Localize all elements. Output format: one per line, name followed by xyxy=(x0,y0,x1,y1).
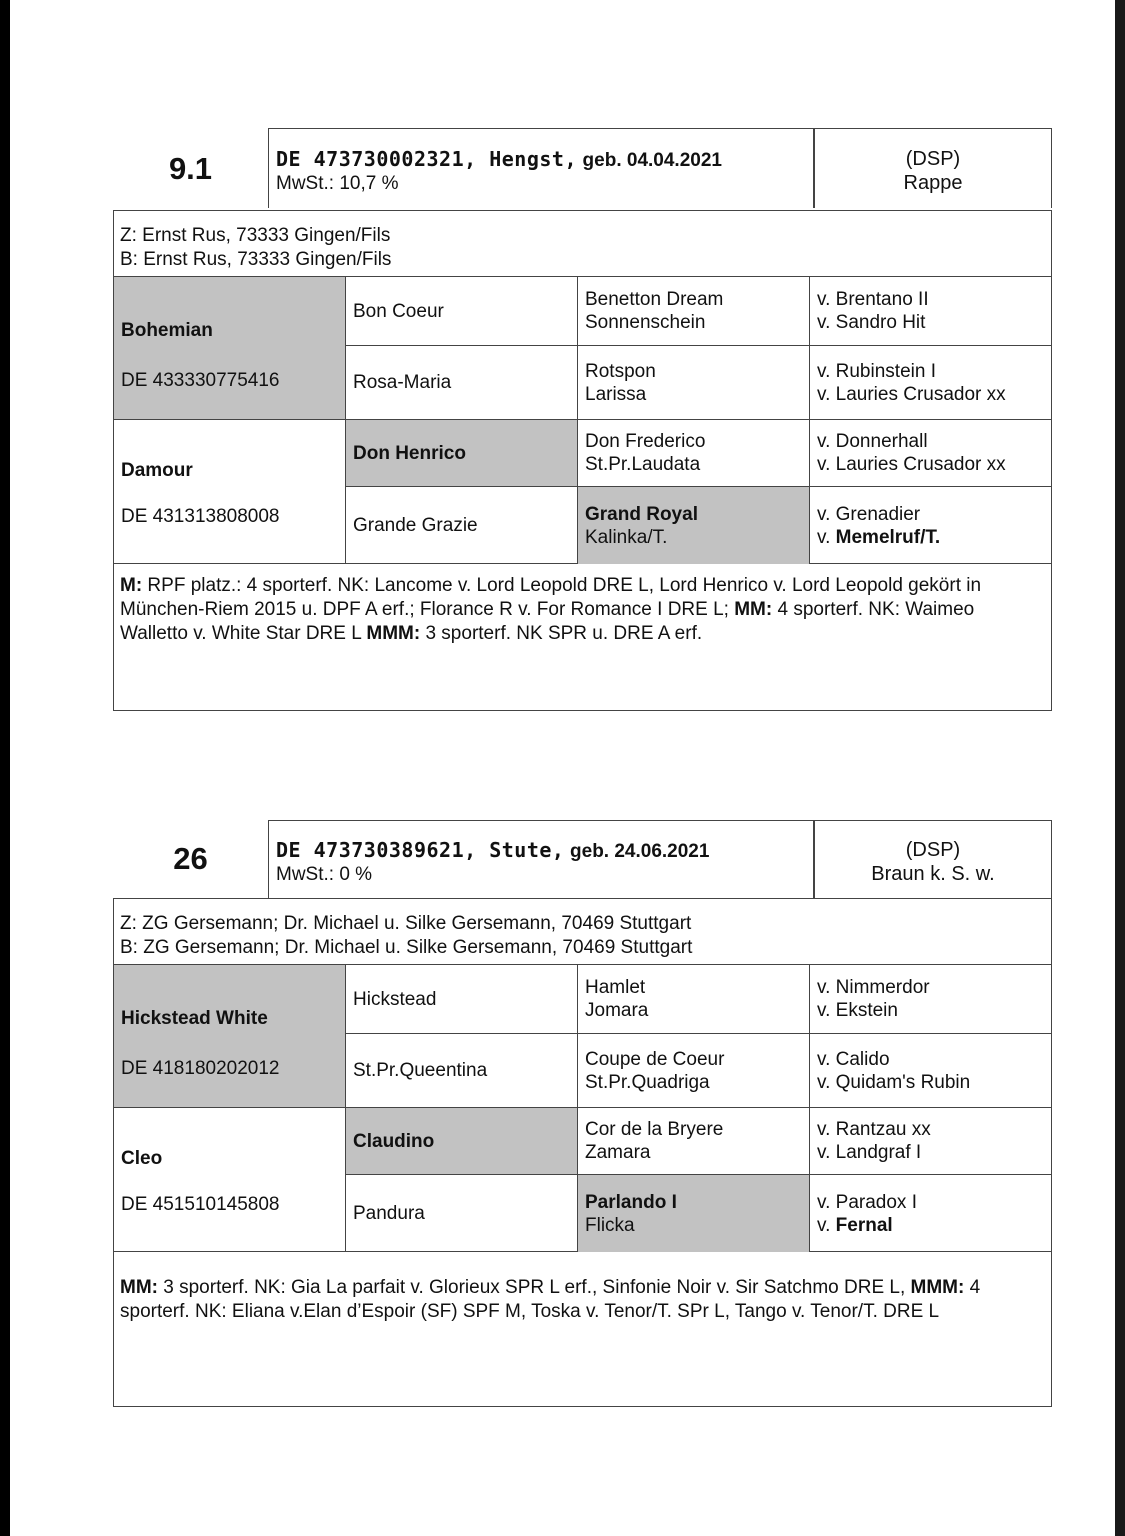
ancestor-name: Hamlet xyxy=(585,977,646,998)
breeder-line: Z: Ernst Rus, 73333 Gingen/Fils xyxy=(120,225,391,246)
note-text: 3 sporterf. NK: Gia La parfait v. Glorieux SPR L erf., Sinfonie Noir v. Sir Satchmo DRE L, xyxy=(157,1277,911,1298)
ancestor-name: Jomara xyxy=(585,1000,649,1021)
ancestor-name: Flicka xyxy=(585,1214,635,1236)
ancestor-sire: v. Lauries Crusador xx xyxy=(817,454,1006,475)
performance-notes xyxy=(113,1252,1052,1407)
pedigree-cell xyxy=(810,1034,1051,1108)
ancestor-name: Coupe de Coeur xyxy=(585,1048,725,1070)
pedigree-cell xyxy=(578,1034,810,1108)
ancestor-sire: v. Donnerhall xyxy=(817,431,928,452)
lot-number: 26 xyxy=(173,841,208,876)
performance-notes xyxy=(113,564,1052,711)
dam-id: DE 451510145808 xyxy=(121,1193,280,1215)
pedigree-cell xyxy=(578,277,810,346)
note-label: MMM: xyxy=(366,623,421,644)
breed-color xyxy=(814,820,1052,898)
pedigree-cell: Hickstead xyxy=(346,965,578,1034)
ancestor-sire: v. Sandro Hit xyxy=(817,312,926,333)
pedigree-cell xyxy=(810,487,1051,564)
pedigree-cell xyxy=(578,487,810,564)
horse-id: DE 473730002321, Hengst, xyxy=(276,147,577,171)
ancestor-name: Kalinka/T. xyxy=(585,526,668,548)
ancestor-sire: v. Rubinstein I xyxy=(817,360,936,382)
pedigree-cell xyxy=(810,420,1051,487)
sire-cell xyxy=(114,965,346,1108)
note-label: MM: xyxy=(734,599,773,620)
ancestor-name: Zamara xyxy=(585,1142,651,1163)
dam-name: Damour xyxy=(121,459,193,481)
note-text: 4 sporterf. NK: Waimeo Walletto v. White Star DRE L xyxy=(120,599,975,644)
pedigree-cell: Rosa-Maria xyxy=(346,346,578,420)
note-text: RPF platz.: 4 sporterf. NK: Lancome v. Lord Leopold DRE L, Lord Henrico v. Lord Leopold gekört in München-Riem 2015 u. DPF A erf.; Florance R v. For Romance I DRE L; xyxy=(120,575,982,620)
breeder-line: Z: ZG Gersemann; Dr. Michael u. Silke Gersemann, 70469 Stuttgart xyxy=(120,913,692,934)
document-page xyxy=(10,0,1115,1536)
pedigree-cell xyxy=(578,965,810,1034)
pedigree-cell: Bon Coeur xyxy=(346,277,578,346)
ancestor-name: St.Pr.Quadriga xyxy=(585,1071,710,1093)
pedigree-cell: Claudino xyxy=(346,1108,578,1175)
ancestor-sire: v. Nimmerdor xyxy=(817,977,930,998)
viewer-edge xyxy=(1115,0,1125,1536)
dam-cell xyxy=(114,420,346,564)
note-label: M: xyxy=(120,575,143,596)
entry-header xyxy=(113,820,1052,898)
sire-name: Bohemian xyxy=(121,319,213,341)
horse-identity xyxy=(268,820,814,898)
catalog-entry xyxy=(113,128,1052,711)
ancestor-sire: v. Ekstein xyxy=(817,1000,898,1021)
ancestor-name: St.Pr.Laudata xyxy=(585,454,701,475)
vat-rate: MwSt.: 0 % xyxy=(276,864,373,885)
ancestor-sire: v. Quidam's Rubin xyxy=(817,1071,971,1093)
lot-number: 9.1 xyxy=(168,151,213,186)
birth-date: geb. 04.04.2021 xyxy=(582,150,722,171)
horse-id: DE 473730389621, Stute, xyxy=(276,838,565,862)
owner-line: B: Ernst Rus, 73333 Gingen/Fils xyxy=(120,249,392,270)
ancestor-sire: v. Calido xyxy=(817,1048,890,1070)
ancestor-name: Larissa xyxy=(585,383,647,405)
pedigree-cell xyxy=(810,346,1051,420)
pedigree-cell xyxy=(810,277,1051,346)
ancestor-sire: v. Grenadier xyxy=(817,503,921,525)
pedigree-cell xyxy=(810,1175,1051,1252)
pedigree-cell xyxy=(578,346,810,420)
dam-id: DE 431313808008 xyxy=(121,505,280,527)
ancestor-name: Sonnenschein xyxy=(585,312,706,333)
horse-identity xyxy=(268,128,814,208)
owner-line: B: ZG Gersemann; Dr. Michael u. Silke Gersemann, 70469 Stuttgart xyxy=(120,937,693,958)
note-label: MMM: xyxy=(910,1277,965,1298)
ancestor-sire: Memelruf/T. xyxy=(835,526,941,548)
sire-id: DE 433330775416 xyxy=(121,369,280,391)
breeder-owner xyxy=(113,210,1052,277)
sire-name: Hickstead White xyxy=(121,1007,268,1029)
coat-color: Rappe xyxy=(903,172,963,194)
pedigree-cell: Grande Grazie xyxy=(346,487,578,564)
note-text: 4 sporterf. NK: Eliana v.Elan d’Espoir (SF) SPF M, Toska v. Tenor/T. SPr L, Tango v. Tenor/T. DRE L xyxy=(120,1277,981,1322)
ancestor-name: Don Frederico xyxy=(585,431,706,452)
catalog-entry xyxy=(113,820,1052,1407)
pedigree-cell xyxy=(578,1108,810,1175)
pedigree-cell: St.Pr.Queentina xyxy=(346,1034,578,1108)
ancestor-sire: v. Paradox I xyxy=(817,1191,917,1213)
pedigree-cell xyxy=(578,1175,810,1252)
breed-color xyxy=(814,128,1052,208)
ancestor-name: Parlando I xyxy=(585,1191,677,1213)
vat-rate: MwSt.: 10,7 % xyxy=(276,173,399,194)
pedigree-cell xyxy=(810,965,1051,1034)
coat-color: Braun k. S. w. xyxy=(871,863,995,885)
pedigree-cell: Pandura xyxy=(346,1175,578,1252)
note-label: MM: xyxy=(120,1277,158,1298)
ancestor-sire: v. Brentano II xyxy=(817,289,929,310)
ancestor-sire: Fernal xyxy=(835,1214,893,1236)
pedigree-cell xyxy=(578,420,810,487)
birth-date: geb. 24.06.2021 xyxy=(570,841,710,862)
dam-name: Cleo xyxy=(121,1147,163,1169)
breeder-owner xyxy=(113,898,1052,965)
note-text: 3 sporterf. NK SPR u. DRE A erf. xyxy=(420,623,703,644)
pedigree-table xyxy=(113,277,1052,564)
entry-header xyxy=(113,128,1052,210)
ancestor-name: Grand Royal xyxy=(585,503,698,525)
ancestor-name: Rotspon xyxy=(585,360,656,382)
ancestor-sire-prefix: v. xyxy=(817,1214,836,1236)
breed-label: (DSP) xyxy=(905,839,961,861)
ancestor-sire: v. Landgraf I xyxy=(817,1142,922,1163)
sire-id: DE 418180202012 xyxy=(121,1057,280,1079)
ancestor-sire-prefix: v. xyxy=(817,526,836,548)
ancestor-name: Benetton Dream xyxy=(585,289,724,310)
ancestor-sire: v. Rantzau xx xyxy=(817,1119,931,1140)
ancestor-name: Cor de la Bryere xyxy=(585,1119,724,1140)
sire-cell xyxy=(114,277,346,420)
pedigree-table xyxy=(113,965,1052,1252)
ancestor-sire: v. Lauries Crusador xx xyxy=(817,383,1006,405)
pedigree-cell xyxy=(810,1108,1051,1175)
breed-label: (DSP) xyxy=(905,148,961,170)
dam-cell xyxy=(114,1108,346,1252)
pedigree-cell: Don Henrico xyxy=(346,420,578,487)
